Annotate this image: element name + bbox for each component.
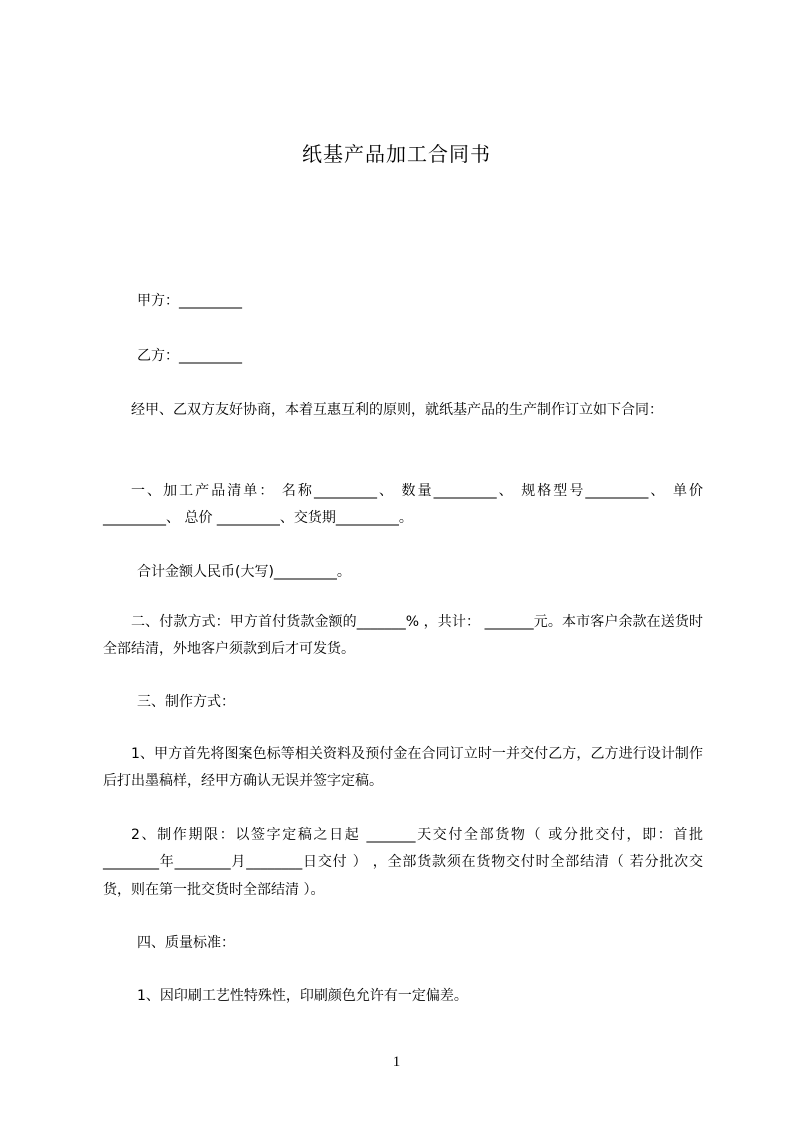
total-amount-line: 合计金额人民币(大写)_________。 xyxy=(137,564,351,580)
party-a-field: 甲方：_________ xyxy=(137,293,242,309)
intro-paragraph: 经甲、乙双方友好协商，本着互惠互利的原则，就纸基产品的生产制作订立如下合同： xyxy=(131,402,663,418)
section-3-item-1: 1、甲方首先将图案色标等相关资料及预付金在合同订立时一并交付乙方，乙方进行设计制作后打出墨稿样，经甲方确认无误并签字定稿。 xyxy=(103,746,703,790)
section-2-payment: 二、付款方式：甲方首付货款金额的_______% ，共计： _______元。本市客户余款在送货时全部结清，外地客户须款到后才可发货。 xyxy=(103,614,703,658)
section-3-heading: 三、制作方式： xyxy=(137,694,235,710)
section-4-heading: 四、质量标准： xyxy=(137,935,235,951)
section-4-item-1: 1、因印刷工艺性特殊性，印刷颜色允许有一定偏差。 xyxy=(137,988,468,1004)
page-number: 1 xyxy=(392,1054,401,1070)
party-b-field: 乙方：_________ xyxy=(137,348,242,364)
section-1-product-list: 一、加工产品清单： 名称_________、 数量_________、 规格型号_________、 单价_________、 总价 _________、交货期_________。 xyxy=(103,483,703,527)
document-title: 纸基产品加工合同书 xyxy=(302,142,491,166)
section-3-item-2: 2、制作期限：以签字定稿之日起 _______天交付全部货物（ 或分批交付，即：首批 ________年________月________日交付 ） ，全部货款须在货物交付时全部结清（ 若分批次交货，则在第一批交货时全部结清 ）。 xyxy=(103,827,703,898)
